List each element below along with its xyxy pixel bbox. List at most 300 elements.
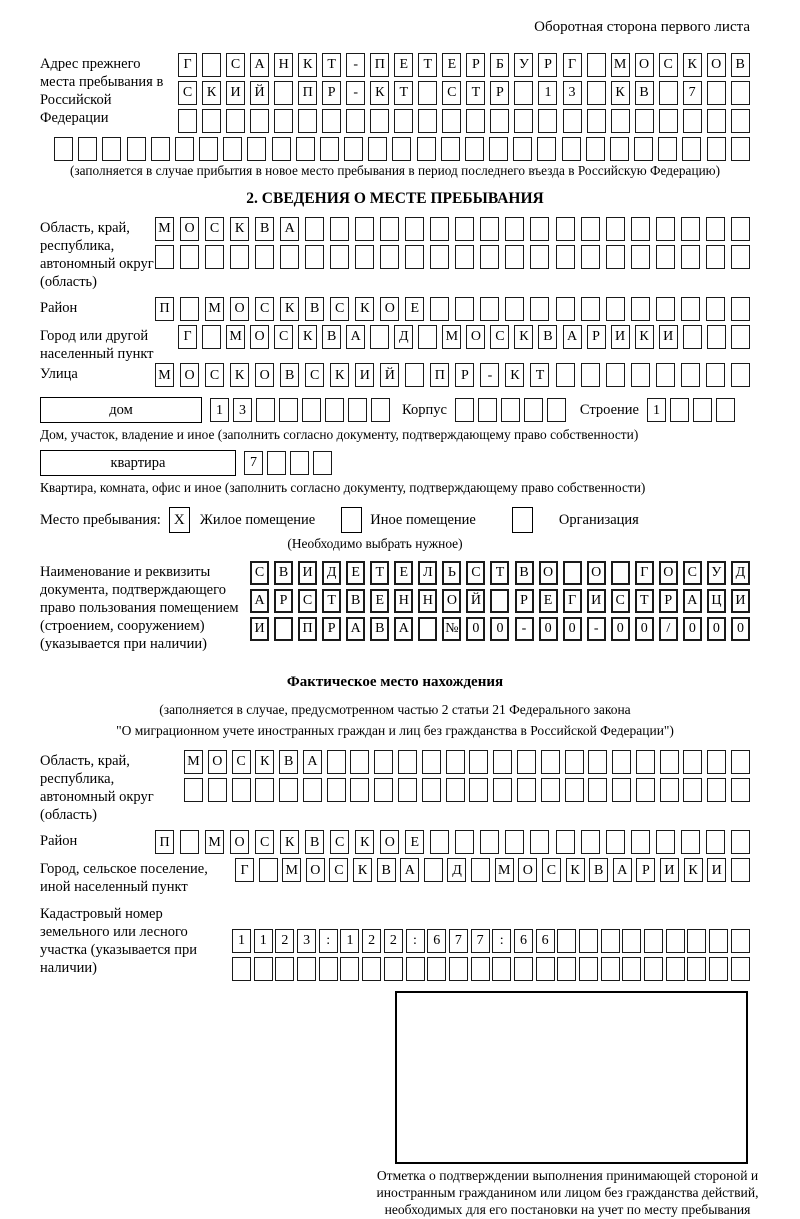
char-cell[interactable]	[565, 750, 584, 774]
char-cell[interactable]	[731, 245, 750, 269]
char-cell[interactable]	[392, 137, 411, 161]
char-cell[interactable]	[493, 750, 512, 774]
char-cell[interactable]: О	[180, 363, 199, 387]
char-cell[interactable]: 0	[490, 617, 509, 641]
char-cell[interactable]	[223, 137, 242, 161]
char-cell[interactable]: Г	[563, 53, 582, 77]
char-cell[interactable]	[430, 830, 449, 854]
char-cell[interactable]	[418, 81, 437, 105]
char-cell[interactable]: В	[377, 858, 396, 882]
char-cell[interactable]: Д	[731, 561, 750, 585]
char-cell[interactable]: О	[442, 589, 461, 613]
char-cell[interactable]: Т	[370, 561, 389, 585]
char-cell[interactable]: Н	[418, 589, 437, 613]
char-cell[interactable]: М	[205, 297, 224, 321]
char-cell[interactable]	[274, 81, 293, 105]
char-cell[interactable]	[666, 957, 685, 981]
char-cell[interactable]	[581, 830, 600, 854]
char-cell[interactable]: С	[298, 589, 317, 613]
char-cell[interactable]	[666, 929, 685, 953]
char-cell[interactable]	[446, 778, 465, 802]
char-cell[interactable]	[588, 750, 607, 774]
char-cell[interactable]: С	[205, 217, 224, 241]
char-cell[interactable]	[514, 81, 533, 105]
char-cell[interactable]: В	[322, 325, 341, 349]
char-cell[interactable]: 1	[232, 929, 251, 953]
char-cell[interactable]: П	[155, 297, 174, 321]
char-cell[interactable]	[636, 750, 655, 774]
char-cell[interactable]: О	[587, 561, 606, 585]
char-cell[interactable]	[492, 957, 511, 981]
char-cell[interactable]: Й	[250, 81, 269, 105]
char-cell[interactable]: Е	[394, 53, 413, 77]
char-cell[interactable]: С	[305, 363, 324, 387]
char-cell[interactable]: Й	[466, 589, 485, 613]
char-cell[interactable]	[658, 137, 677, 161]
char-cell[interactable]	[537, 137, 556, 161]
char-cell[interactable]	[178, 109, 197, 133]
char-cell[interactable]	[232, 957, 251, 981]
char-cell[interactable]: 0	[466, 617, 485, 641]
char-cell[interactable]: К	[280, 297, 299, 321]
char-cell[interactable]	[127, 137, 146, 161]
char-cell[interactable]	[296, 137, 315, 161]
char-cell[interactable]	[586, 137, 605, 161]
char-cell[interactable]: С	[542, 858, 561, 882]
char-cell[interactable]	[313, 451, 332, 475]
char-cell[interactable]: 0	[539, 617, 558, 641]
char-cell[interactable]: Р	[322, 617, 341, 641]
char-cell[interactable]	[610, 137, 629, 161]
char-cell[interactable]	[693, 398, 712, 422]
char-cell[interactable]	[556, 363, 575, 387]
char-cell[interactable]: О	[659, 561, 678, 585]
char-cell[interactable]	[731, 297, 750, 321]
char-cell[interactable]: 1	[210, 398, 229, 422]
char-cell[interactable]	[530, 297, 549, 321]
char-cell[interactable]: Ц	[707, 589, 726, 613]
char-cell[interactable]: №	[442, 617, 461, 641]
char-cell[interactable]: Н	[394, 589, 413, 613]
char-cell[interactable]: Е	[442, 53, 461, 77]
char-cell[interactable]	[581, 217, 600, 241]
char-cell[interactable]	[247, 137, 266, 161]
char-cell[interactable]: В	[280, 363, 299, 387]
char-cell[interactable]: О	[380, 297, 399, 321]
char-cell[interactable]: А	[250, 53, 269, 77]
char-cell[interactable]	[606, 245, 625, 269]
char-cell[interactable]	[505, 245, 524, 269]
char-cell[interactable]	[371, 398, 390, 422]
char-cell[interactable]: И	[731, 589, 750, 613]
char-cell[interactable]	[441, 137, 460, 161]
char-cell[interactable]	[660, 778, 679, 802]
char-cell[interactable]: А	[613, 858, 632, 882]
char-cell[interactable]: Г	[235, 858, 254, 882]
char-cell[interactable]	[275, 957, 294, 981]
char-cell[interactable]	[670, 398, 689, 422]
char-cell[interactable]	[202, 53, 221, 77]
char-cell[interactable]	[538, 109, 557, 133]
char-cell[interactable]: Р	[587, 325, 606, 349]
char-cell[interactable]	[707, 325, 726, 349]
char-cell[interactable]: К	[202, 81, 221, 105]
char-cell[interactable]: С	[442, 81, 461, 105]
char-cell[interactable]	[478, 398, 497, 422]
char-cell[interactable]: -	[346, 81, 365, 105]
char-cell[interactable]: О	[707, 53, 726, 77]
char-cell[interactable]	[709, 929, 728, 953]
char-cell[interactable]: О	[230, 830, 249, 854]
char-cell[interactable]	[541, 750, 560, 774]
char-cell[interactable]	[480, 217, 499, 241]
char-cell[interactable]: К	[505, 363, 524, 387]
char-cell[interactable]: Е	[539, 589, 558, 613]
char-cell[interactable]	[687, 929, 706, 953]
char-cell[interactable]	[731, 81, 750, 105]
char-cell[interactable]: К	[611, 81, 630, 105]
char-cell[interactable]: К	[355, 297, 374, 321]
char-cell[interactable]: М	[184, 750, 203, 774]
char-cell[interactable]: К	[683, 53, 702, 77]
char-cell[interactable]	[660, 750, 679, 774]
char-cell[interactable]	[302, 398, 321, 422]
char-cell[interactable]: О	[518, 858, 537, 882]
char-cell[interactable]: 0	[683, 617, 702, 641]
char-cell[interactable]	[320, 137, 339, 161]
char-cell[interactable]: Т	[635, 589, 654, 613]
char-cell[interactable]	[644, 929, 663, 953]
char-cell[interactable]	[731, 109, 750, 133]
char-cell[interactable]	[348, 398, 367, 422]
char-cell[interactable]	[480, 245, 499, 269]
char-cell[interactable]	[298, 109, 317, 133]
char-cell[interactable]	[232, 778, 251, 802]
char-cell[interactable]: И	[707, 858, 726, 882]
char-cell[interactable]: Р	[274, 589, 293, 613]
char-cell[interactable]	[430, 217, 449, 241]
char-cell[interactable]: Е	[405, 830, 424, 854]
char-cell[interactable]: Т	[394, 81, 413, 105]
char-cell[interactable]	[380, 217, 399, 241]
char-cell[interactable]	[612, 778, 631, 802]
char-cell[interactable]	[380, 245, 399, 269]
char-cell[interactable]: М	[226, 325, 245, 349]
char-cell[interactable]	[230, 245, 249, 269]
char-cell[interactable]: 2	[362, 929, 381, 953]
char-cell[interactable]	[524, 398, 543, 422]
char-cell[interactable]	[279, 398, 298, 422]
char-cell[interactable]: Р	[538, 53, 557, 77]
char-cell[interactable]: В	[515, 561, 534, 585]
char-cell[interactable]	[455, 830, 474, 854]
char-cell[interactable]	[687, 957, 706, 981]
char-cell[interactable]	[631, 297, 650, 321]
char-cell[interactable]: К	[255, 750, 274, 774]
char-cell[interactable]: 6	[536, 929, 555, 953]
char-cell[interactable]: Ь	[442, 561, 461, 585]
char-cell[interactable]	[659, 109, 678, 133]
char-cell[interactable]: Е	[405, 297, 424, 321]
char-cell[interactable]: 6	[514, 929, 533, 953]
char-cell[interactable]	[656, 297, 675, 321]
char-cell[interactable]	[259, 858, 278, 882]
char-cell[interactable]	[490, 589, 509, 613]
char-cell[interactable]	[530, 217, 549, 241]
char-cell[interactable]	[422, 750, 441, 774]
char-cell[interactable]	[297, 957, 316, 981]
char-cell[interactable]	[250, 109, 269, 133]
char-cell[interactable]: Д	[447, 858, 466, 882]
char-cell[interactable]	[418, 325, 437, 349]
char-cell[interactable]: В	[538, 325, 557, 349]
char-cell[interactable]: Т	[322, 53, 341, 77]
char-cell[interactable]: В	[274, 561, 293, 585]
char-cell[interactable]	[611, 109, 630, 133]
char-cell[interactable]	[305, 245, 324, 269]
checkbox-other-premises[interactable]	[341, 507, 362, 533]
char-cell[interactable]	[355, 245, 374, 269]
char-cell[interactable]: С	[659, 53, 678, 77]
char-cell[interactable]: Г	[635, 561, 654, 585]
char-cell[interactable]: П	[298, 617, 317, 641]
char-cell[interactable]	[344, 137, 363, 161]
char-cell[interactable]	[256, 398, 275, 422]
char-cell[interactable]: А	[303, 750, 322, 774]
char-cell[interactable]	[255, 778, 274, 802]
char-cell[interactable]: О	[635, 53, 654, 77]
char-cell[interactable]	[374, 778, 393, 802]
char-cell[interactable]	[706, 297, 725, 321]
char-cell[interactable]: В	[635, 81, 654, 105]
char-cell[interactable]	[424, 858, 443, 882]
char-cell[interactable]: Р	[490, 81, 509, 105]
char-cell[interactable]: У	[514, 53, 533, 77]
char-cell[interactable]	[656, 363, 675, 387]
char-cell[interactable]: Т	[418, 53, 437, 77]
char-cell[interactable]	[455, 217, 474, 241]
char-cell[interactable]	[175, 137, 194, 161]
char-cell[interactable]	[255, 245, 274, 269]
char-cell[interactable]: -	[480, 363, 499, 387]
char-cell[interactable]	[579, 929, 598, 953]
char-cell[interactable]	[731, 325, 750, 349]
char-cell[interactable]: С	[683, 561, 702, 585]
char-cell[interactable]: И	[250, 617, 269, 641]
char-cell[interactable]: А	[346, 325, 365, 349]
char-cell[interactable]	[557, 957, 576, 981]
char-cell[interactable]	[417, 137, 436, 161]
char-cell[interactable]: -	[587, 617, 606, 641]
char-cell[interactable]: 7	[471, 929, 490, 953]
char-cell[interactable]: Д	[322, 561, 341, 585]
char-cell[interactable]	[530, 245, 549, 269]
char-cell[interactable]	[199, 137, 218, 161]
char-cell[interactable]	[581, 245, 600, 269]
char-cell[interactable]	[180, 245, 199, 269]
char-cell[interactable]: 1	[254, 929, 273, 953]
char-cell[interactable]: А	[400, 858, 419, 882]
char-cell[interactable]	[588, 778, 607, 802]
char-cell[interactable]: -	[346, 53, 365, 77]
char-cell[interactable]	[547, 398, 566, 422]
char-cell[interactable]: С	[466, 561, 485, 585]
char-cell[interactable]	[731, 363, 750, 387]
char-cell[interactable]	[325, 398, 344, 422]
char-cell[interactable]: И	[611, 325, 630, 349]
char-cell[interactable]	[330, 245, 349, 269]
char-cell[interactable]	[601, 929, 620, 953]
char-cell[interactable]: С	[611, 589, 630, 613]
char-cell[interactable]: О	[306, 858, 325, 882]
char-cell[interactable]	[418, 617, 437, 641]
char-cell[interactable]: И	[660, 858, 679, 882]
char-cell[interactable]: И	[226, 81, 245, 105]
char-cell[interactable]	[54, 137, 73, 161]
char-cell[interactable]: К	[280, 830, 299, 854]
char-cell[interactable]	[682, 137, 701, 161]
char-cell[interactable]: К	[353, 858, 372, 882]
char-cell[interactable]: 6	[427, 929, 446, 953]
char-cell[interactable]: О	[466, 325, 485, 349]
char-cell[interactable]: 1	[340, 929, 359, 953]
char-cell[interactable]: А	[394, 617, 413, 641]
char-cell[interactable]: В	[305, 830, 324, 854]
char-cell[interactable]	[563, 109, 582, 133]
char-cell[interactable]: И	[298, 561, 317, 585]
char-cell[interactable]	[659, 81, 678, 105]
char-cell[interactable]	[430, 297, 449, 321]
char-cell[interactable]	[78, 137, 97, 161]
char-cell[interactable]	[471, 957, 490, 981]
char-cell[interactable]: 2	[275, 929, 294, 953]
char-cell[interactable]: А	[683, 589, 702, 613]
char-cell[interactable]: Б	[490, 53, 509, 77]
char-cell[interactable]	[202, 109, 221, 133]
char-cell[interactable]: Р	[515, 589, 534, 613]
char-cell[interactable]	[681, 245, 700, 269]
char-cell[interactable]: В	[731, 53, 750, 77]
char-cell[interactable]: 1	[647, 398, 666, 422]
char-cell[interactable]	[681, 217, 700, 241]
char-cell[interactable]	[350, 750, 369, 774]
char-cell[interactable]	[556, 297, 575, 321]
char-cell[interactable]	[355, 217, 374, 241]
char-cell[interactable]: Т	[322, 589, 341, 613]
char-cell[interactable]: 2	[384, 929, 403, 953]
char-cell[interactable]	[489, 137, 508, 161]
char-cell[interactable]	[707, 81, 726, 105]
char-cell[interactable]: В	[305, 297, 324, 321]
char-cell[interactable]	[405, 363, 424, 387]
char-cell[interactable]	[202, 325, 221, 349]
char-cell[interactable]	[254, 957, 273, 981]
char-cell[interactable]: С	[329, 858, 348, 882]
char-cell[interactable]	[290, 451, 309, 475]
char-cell[interactable]: 0	[731, 617, 750, 641]
char-cell[interactable]	[368, 137, 387, 161]
char-cell[interactable]: О	[208, 750, 227, 774]
char-cell[interactable]	[370, 109, 389, 133]
char-cell[interactable]	[556, 830, 575, 854]
char-cell[interactable]: К	[230, 217, 249, 241]
char-cell[interactable]	[681, 297, 700, 321]
char-cell[interactable]: И	[355, 363, 374, 387]
char-cell[interactable]	[501, 398, 520, 422]
char-cell[interactable]	[635, 109, 654, 133]
char-cell[interactable]	[731, 778, 750, 802]
char-cell[interactable]: О	[255, 363, 274, 387]
char-cell[interactable]	[455, 245, 474, 269]
char-cell[interactable]: С	[250, 561, 269, 585]
char-cell[interactable]	[405, 217, 424, 241]
char-cell[interactable]: А	[280, 217, 299, 241]
char-cell[interactable]	[514, 957, 533, 981]
char-cell[interactable]: С	[490, 325, 509, 349]
char-cell[interactable]: К	[566, 858, 585, 882]
char-cell[interactable]	[731, 217, 750, 241]
char-cell[interactable]	[707, 109, 726, 133]
char-cell[interactable]	[514, 109, 533, 133]
char-cell[interactable]: О	[250, 325, 269, 349]
char-cell[interactable]	[631, 830, 650, 854]
char-cell[interactable]	[587, 53, 606, 77]
char-cell[interactable]	[556, 245, 575, 269]
char-cell[interactable]: К	[230, 363, 249, 387]
char-cell[interactable]	[579, 957, 598, 981]
char-cell[interactable]	[327, 778, 346, 802]
char-cell[interactable]: 7	[683, 81, 702, 105]
char-cell[interactable]	[581, 363, 600, 387]
char-cell[interactable]: С	[330, 830, 349, 854]
checkbox-residential[interactable]: X	[169, 507, 190, 533]
char-cell[interactable]	[656, 245, 675, 269]
char-cell[interactable]	[581, 297, 600, 321]
char-cell[interactable]	[327, 750, 346, 774]
char-cell[interactable]	[622, 957, 641, 981]
char-cell[interactable]: П	[370, 53, 389, 77]
char-cell[interactable]	[612, 750, 631, 774]
char-cell[interactable]: К	[684, 858, 703, 882]
char-cell[interactable]	[611, 561, 630, 585]
char-cell[interactable]	[606, 363, 625, 387]
char-cell[interactable]	[180, 297, 199, 321]
char-cell[interactable]: М	[442, 325, 461, 349]
char-cell[interactable]	[384, 957, 403, 981]
char-cell[interactable]	[267, 451, 286, 475]
char-cell[interactable]: Р	[659, 589, 678, 613]
char-cell[interactable]	[631, 245, 650, 269]
char-cell[interactable]	[505, 297, 524, 321]
char-cell[interactable]	[556, 217, 575, 241]
char-cell[interactable]	[681, 363, 700, 387]
char-cell[interactable]: Р	[636, 858, 655, 882]
char-cell[interactable]	[180, 830, 199, 854]
char-cell[interactable]	[562, 137, 581, 161]
char-cell[interactable]	[563, 561, 582, 585]
char-cell[interactable]	[469, 778, 488, 802]
char-cell[interactable]: К	[370, 81, 389, 105]
char-cell[interactable]	[330, 217, 349, 241]
char-cell[interactable]: Е	[394, 561, 413, 585]
char-cell[interactable]	[513, 137, 532, 161]
char-cell[interactable]	[442, 109, 461, 133]
char-cell[interactable]: 1	[538, 81, 557, 105]
char-cell[interactable]	[505, 217, 524, 241]
char-cell[interactable]: -	[515, 617, 534, 641]
char-cell[interactable]	[709, 957, 728, 981]
char-cell[interactable]	[374, 750, 393, 774]
